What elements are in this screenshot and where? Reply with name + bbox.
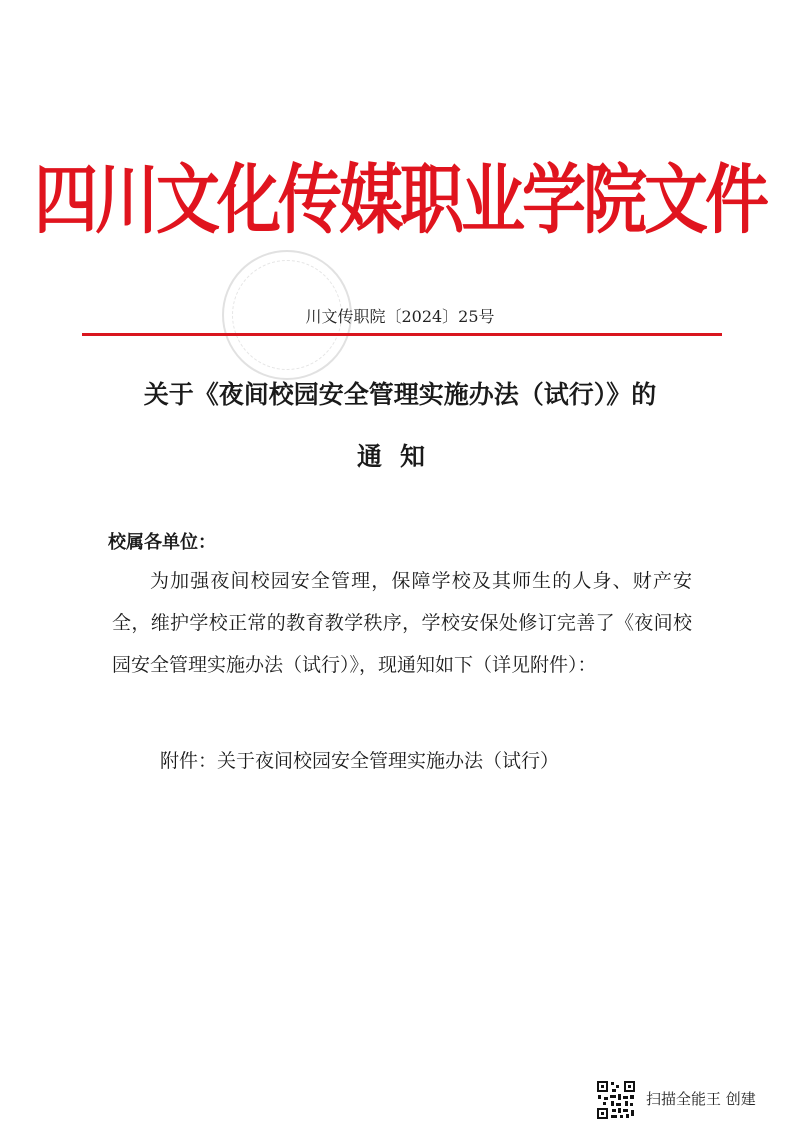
attachment-line: 附件：关于夜间校园安全管理实施办法（试行） (160, 750, 560, 772)
notice-title-line-1: 关于《夜间校园安全管理实施办法（试行）》的 (143, 380, 657, 409)
document-number: 川文传职院〔2024〕25号 (305, 307, 495, 326)
qr-code-icon (596, 1080, 636, 1120)
notice-title-line-2: 通知 (356, 442, 443, 471)
red-divider-line (82, 333, 722, 336)
salutation: 校属各单位： (108, 532, 216, 553)
body-paragraph: 为加强夜间校园安全管理，保障学校及其师生的人身、财产安全，维护学校正常的教育教学秩序，学校安保处修订完善了《夜间校园安全管理实施办法（试行）》，现通知如下（详见附件）： (112, 570, 692, 676)
scanner-watermark-text: 扫描全能王 创建 (646, 1090, 756, 1108)
organization-header: 四川文化传媒职业学院文件 (34, 157, 766, 246)
